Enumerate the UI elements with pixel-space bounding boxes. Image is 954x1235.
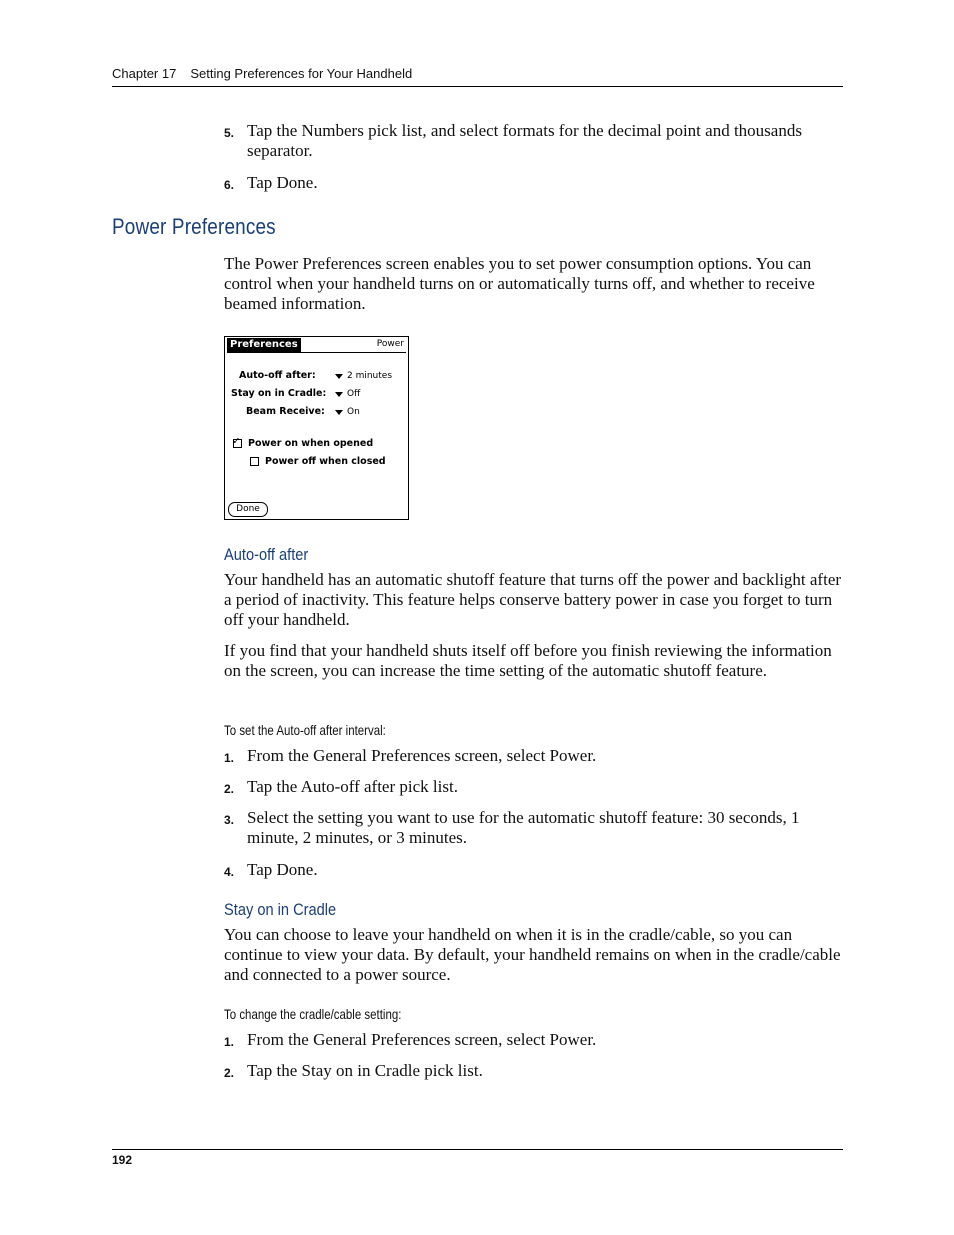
step-text: Tap the Stay on in Cradle pick list. xyxy=(247,1061,483,1080)
done-button[interactable]: Done xyxy=(228,502,268,517)
step-item xyxy=(224,860,842,880)
step-text: Tap the Auto-off after pick list. xyxy=(247,777,458,796)
subsection-heading: Stay on in Cradle xyxy=(224,900,337,919)
checkmark-icon: ✓ xyxy=(233,434,240,447)
step-number: 1. xyxy=(224,751,235,765)
step-item xyxy=(224,777,842,797)
page-number: 192 xyxy=(112,1153,133,1167)
step-number: 2. xyxy=(224,1066,235,1080)
chapter-number: Chapter 17 xyxy=(112,66,177,81)
step-number: 1. xyxy=(224,1035,235,1049)
running-head xyxy=(112,66,412,81)
palm-category[interactable]: Power xyxy=(376,339,404,349)
section-intro: The Power Preferences screen enables you to set power consumption options. You can control when your handheld turns on or automatically turns off, and whether to receive beamed information. xyxy=(224,254,815,313)
chevron-down-icon[interactable] xyxy=(335,374,343,379)
step-text: From the General Preferences screen, select Power. xyxy=(247,746,597,765)
subsection-heading: Auto-off after xyxy=(224,545,309,564)
step-number: 2. xyxy=(224,782,235,796)
palm-screen xyxy=(224,336,409,520)
palm-form-title: Preferences xyxy=(227,338,301,352)
procedure-title: To change the cradle/cable setting: xyxy=(224,1006,402,1022)
stay-on-cradle-label: Stay on in Cradle: xyxy=(231,388,327,399)
step-item xyxy=(224,173,842,193)
step-text: Tap the Numbers pick list, and select formats for the decimal point and thousands separator. xyxy=(247,121,802,160)
auto-off-label: Auto-off after: xyxy=(239,370,316,381)
step-item xyxy=(224,808,842,848)
chapter-title: Setting Preferences for Your Handheld xyxy=(190,66,413,81)
palm-title-bar xyxy=(225,337,408,353)
step-item xyxy=(224,1061,842,1081)
palm-title-rule xyxy=(227,352,406,353)
step-item xyxy=(224,746,842,766)
step-item xyxy=(224,1030,842,1050)
procedure-title: To set the Auto-off after interval: xyxy=(224,722,386,738)
step-text: Tap Done. xyxy=(247,860,318,879)
beam-receive-label: Beam Receive: xyxy=(246,406,325,417)
power-off-checkbox[interactable] xyxy=(250,457,259,466)
step-number: 5. xyxy=(224,126,235,140)
step-number: 6. xyxy=(224,178,235,192)
chevron-down-icon[interactable] xyxy=(335,392,343,397)
body-paragraph: If you find that your handheld shuts itself off before you finish reviewing the information on the screen, you can increase the time setting of the automatic shutoff feature. xyxy=(224,641,832,680)
body-paragraph: You can choose to leave your handheld on when it is in the cradle/cable, so you can continue to view your data. By default, your handheld remains on when in the cradle/cable and connected to a power source. xyxy=(224,925,841,984)
footer-rule xyxy=(112,1149,843,1150)
auto-off-value[interactable]: 2 minutes xyxy=(347,371,393,381)
step-number: 3. xyxy=(224,813,235,827)
body-paragraph: Your handheld has an automatic shutoff feature that turns off the power and backlight after a period of inactivity. This feature helps conserve battery power in case you forget to turn off your handheld. xyxy=(224,570,842,629)
step-item xyxy=(224,121,842,161)
header-rule xyxy=(112,86,843,87)
power-on-label: Power on when opened xyxy=(248,438,374,449)
step-text: From the General Preferences screen, select Power. xyxy=(247,1030,597,1049)
step-text: Tap Done. xyxy=(247,173,318,192)
stay-on-cradle-value[interactable]: Off xyxy=(347,389,361,399)
step-number: 4. xyxy=(224,865,235,879)
section-heading: Power Preferences xyxy=(112,214,276,239)
power-on-checkbox[interactable] xyxy=(233,434,242,448)
power-off-label: Power off when closed xyxy=(265,456,386,467)
step-text: Select the setting you want to use for the automatic shutoff feature: 30 seconds, 1 minute, 2 minutes, or 3 minutes. xyxy=(247,808,800,847)
beam-receive-value[interactable]: On xyxy=(347,407,360,417)
chevron-down-icon[interactable] xyxy=(335,410,343,415)
